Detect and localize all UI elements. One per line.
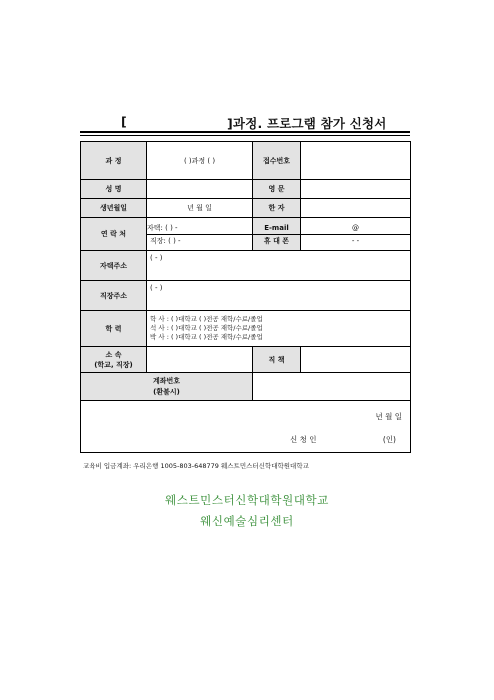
receipt-label: 접수번호 (253, 142, 301, 180)
work-address-label: 직장주소 (81, 281, 147, 311)
row-signature (81, 401, 411, 453)
signature-date[interactable]: 년 월 일 (375, 412, 402, 421)
home-phone-field[interactable]: 자택: ( ) - (147, 222, 253, 235)
application-form-table (80, 141, 411, 453)
title-rule (80, 131, 410, 133)
row-contact (81, 218, 411, 251)
title-rule-thin (80, 135, 410, 136)
bank-account-info: 교육비 입금계좌: 우리은행 1005-803-648779 웨스트민스터신학대학원대학교 (83, 462, 309, 470)
education-fields (147, 311, 411, 347)
work-phone-field[interactable]: 직장: ( ) - (150, 236, 181, 245)
home-address-field[interactable]: ( - ) (147, 251, 411, 281)
position-field[interactable] (301, 347, 411, 373)
email-label: E-mail (253, 222, 301, 235)
account-field[interactable] (253, 373, 411, 401)
receipt-field[interactable] (301, 142, 411, 180)
education-label: 학 력 (81, 311, 147, 347)
row-course (81, 142, 411, 180)
affiliation-label-cell (81, 347, 147, 373)
seal-label: (인) (382, 435, 396, 444)
education-doctor[interactable]: 박 사 : ( )대학교 ( )전공 재학/수료/졸업 (150, 333, 263, 341)
name-label: 성 명 (81, 180, 147, 199)
row-account (81, 373, 411, 401)
row-home-address (81, 251, 411, 281)
email-field[interactable]: @ (301, 222, 411, 235)
course-label: 과 정 (81, 142, 147, 180)
education-bachelor[interactable]: 학 사 : ( )대학교 ( )전공 재학/수료/졸업 (150, 315, 263, 323)
row-education (81, 311, 411, 347)
hanja-label: 한 자 (253, 199, 301, 218)
eng-name-label: 영 문 (253, 180, 301, 199)
contact-labels (253, 218, 301, 251)
affiliation-field[interactable] (147, 347, 253, 373)
eng-name-field[interactable] (301, 180, 411, 199)
university-name: 웨스트민스터신학대학원대학교 (165, 493, 329, 507)
work-address-field[interactable]: ( - ) (147, 281, 411, 311)
center-name: 웨신예술심리센터 (200, 514, 294, 528)
birth-label: 생년월일 (81, 199, 147, 218)
row-name (81, 180, 411, 199)
account-sublabel: (환불시) (153, 387, 180, 396)
position-label: 직 책 (253, 347, 301, 373)
affiliation-label: 소 속 (105, 350, 122, 359)
contact-values (301, 218, 411, 251)
title-bracket: [ (121, 114, 127, 129)
course-field[interactable]: ( )과정 ( ) (147, 142, 253, 180)
hanja-field[interactable] (301, 199, 411, 218)
signature-cell (81, 401, 411, 453)
row-affiliation (81, 347, 411, 373)
mobile-label: 휴 대 폰 (263, 236, 290, 245)
education-master[interactable]: 석 사 : ( )대학교 ( )전공 재학/수료/졸업 (150, 324, 263, 332)
account-label: 계좌번호 (152, 376, 181, 385)
home-address-label: 자택주소 (81, 251, 147, 281)
contact-label: 연 락 처 (81, 218, 147, 251)
contact-phones (147, 218, 253, 251)
mobile-field[interactable]: - - (351, 236, 360, 245)
applicant-label: 신 청 인 (290, 435, 317, 444)
row-work-address (81, 281, 411, 311)
birth-field[interactable]: 년 월 일 (147, 199, 253, 218)
account-label-cell (81, 373, 253, 401)
name-field[interactable] (147, 180, 253, 199)
row-birth (81, 199, 411, 218)
affiliation-sublabel: (학교, 직장) (94, 360, 133, 369)
title-text: ]과정. 프로그램 참가 신청서 (227, 116, 387, 131)
